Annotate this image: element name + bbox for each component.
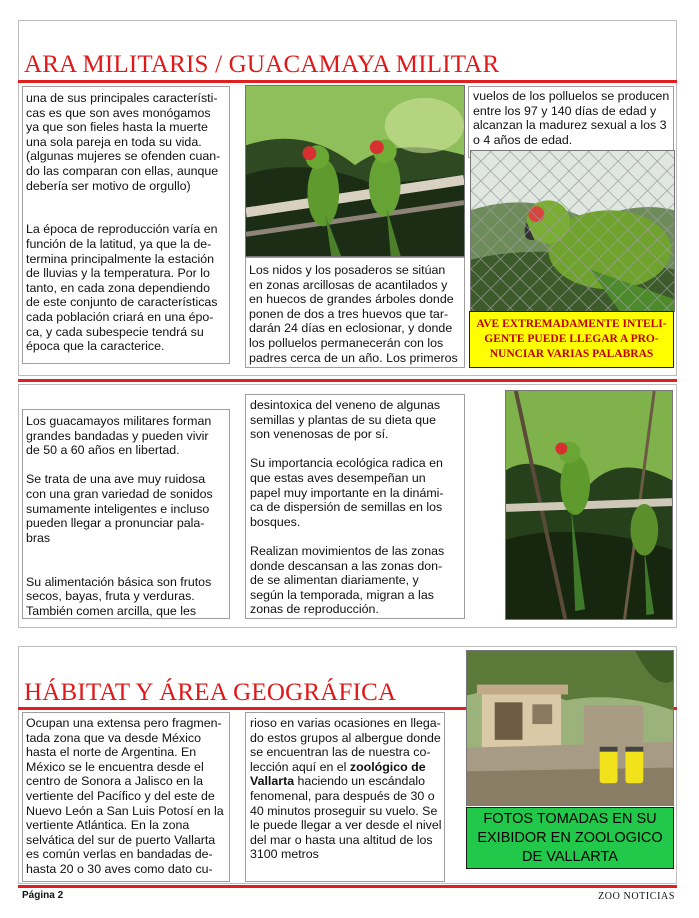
- photo-zoo-enclosure: [466, 650, 674, 806]
- text-column-6-body: Ocupan una extensa pero fragmen- tada zona que va desde México hasta el norte de Argentina. En México se le encuentra desde el centro de Sonora a Jalisco en la vertiente del Pacífico y del este de Nuevo León a San Luis Potosí en la vertiente Atlántica. En la zona selvática del sur de puerto Vallarta es común verlas en bandadas de- hasta 20 o 30 aves como dato cu-: [26, 716, 224, 876]
- photo-macaw-behind-fence: [470, 150, 675, 312]
- text-column-1: [22, 86, 230, 364]
- text-column-4-body: Los guacamayos militares forman grandes bandadas y pueden vivir de 50 a 60 años en libertad. Se trata de una ave muy ruidosa con una gran variedad de sonidos sumamente inteligentes e incluso pueden llegar a pronunciar pala- bras Su alimentación básica son frutos secos, bayas, fruta y verduras. También comen arcilla, que les: [26, 414, 213, 618]
- publication-name: ZOO NOTICIAS: [598, 891, 675, 902]
- title-underline: [18, 80, 677, 83]
- text-column-5-body: desintoxica del veneno de algunas semillas y plantas de su dieta que son venenosas de por sí. Su importancia ecológica radica en que estas aves desempeñan un papel muy importante en la dinámi- ca de dispersión de semillas en los bosques. Realizan movimientos de las zonas donde descansan a las zonas don- de se alimentan diariamente, y según la temporada, migran a las zonas de reproducción.: [250, 398, 445, 617]
- section-divider-top: [18, 379, 677, 382]
- text-column-7: [245, 712, 445, 882]
- section-title-habitat: HÁBITAT Y ÁREA GEOGRÁFICA: [24, 679, 397, 706]
- footer-rule: [18, 885, 677, 888]
- text-column-2: [245, 257, 465, 368]
- text-column-4: [22, 409, 230, 619]
- page-number: Página 2: [22, 890, 64, 901]
- text-column-6: [22, 712, 230, 882]
- zoo-name-emphasis: zoológico de Vallarta: [250, 759, 426, 789]
- callout-intelligent-bird: AVE EXTREMADAMENTE INTELI- GENTE PUEDE LLEGAR A PRO- NUNCIAR VARIAS PALABRAS: [469, 311, 674, 368]
- photo-two-macaws-perch: [245, 85, 465, 257]
- text-column-7-body: [250, 716, 444, 881]
- section-title-military-macaw: ARA MILITARIS / GUACAMAYA MILITAR: [24, 51, 500, 78]
- photo-macaws-branch: [505, 390, 673, 620]
- text-column-3: [468, 86, 674, 158]
- text-column-2-body: Los nidos y los posaderos se sitúan en zonas arcillosas de acantilados y en huecos de grandes árboles donde ponen de dos a tres huevos que tar- darán 24 días en eclosionar, y donde los polluelos permanecerán con los padres cerca de un año. Los primeros: [249, 263, 458, 365]
- text-column-7-part-a: rioso en varias ocasiones en llega- do estos grupos al albergue donde se encuentran las de nuestra co- lección aquí en el: [250, 716, 441, 774]
- text-column-1-body: una de sus principales característi- cas es que son aves monógamos ya que son fieles hasta la muerte una sola pareja en toda su vida. (algunas mujeres se ofenden cuan- do las comparan con ellas, aunque debería ser motivo de orgullo) La época de reproducción varía en función de la latitud, ya que la de- termina principalmente la estación de lluvias y la temperatura. Por lo tanto, en cada zona dependiendo de este conjunto de características cada población criará en una épo- ca, y cada subespecie tendrá su época que la caracterice.: [26, 91, 221, 354]
- text-column-7-part-b: haciendo un escándalo fenomenal, para después de 30 o 40 minutos proseguir su vuelo. Se le puede llegar a ver desde el nivel del mar o hasta una altitud de los 3100 metros: [250, 774, 442, 862]
- callout-photo-credit: FOTOS TOMADAS EN SU EXIBIDOR EN ZOOLOGICO DE VALLARTA: [466, 807, 674, 869]
- text-column-5: [245, 394, 465, 619]
- text-column-3-body: vuelos de los polluelos se producen entre los 97 y 140 días de edad y alcanzan la madurez sexual a los 3 o 4 años de edad.: [473, 89, 670, 147]
